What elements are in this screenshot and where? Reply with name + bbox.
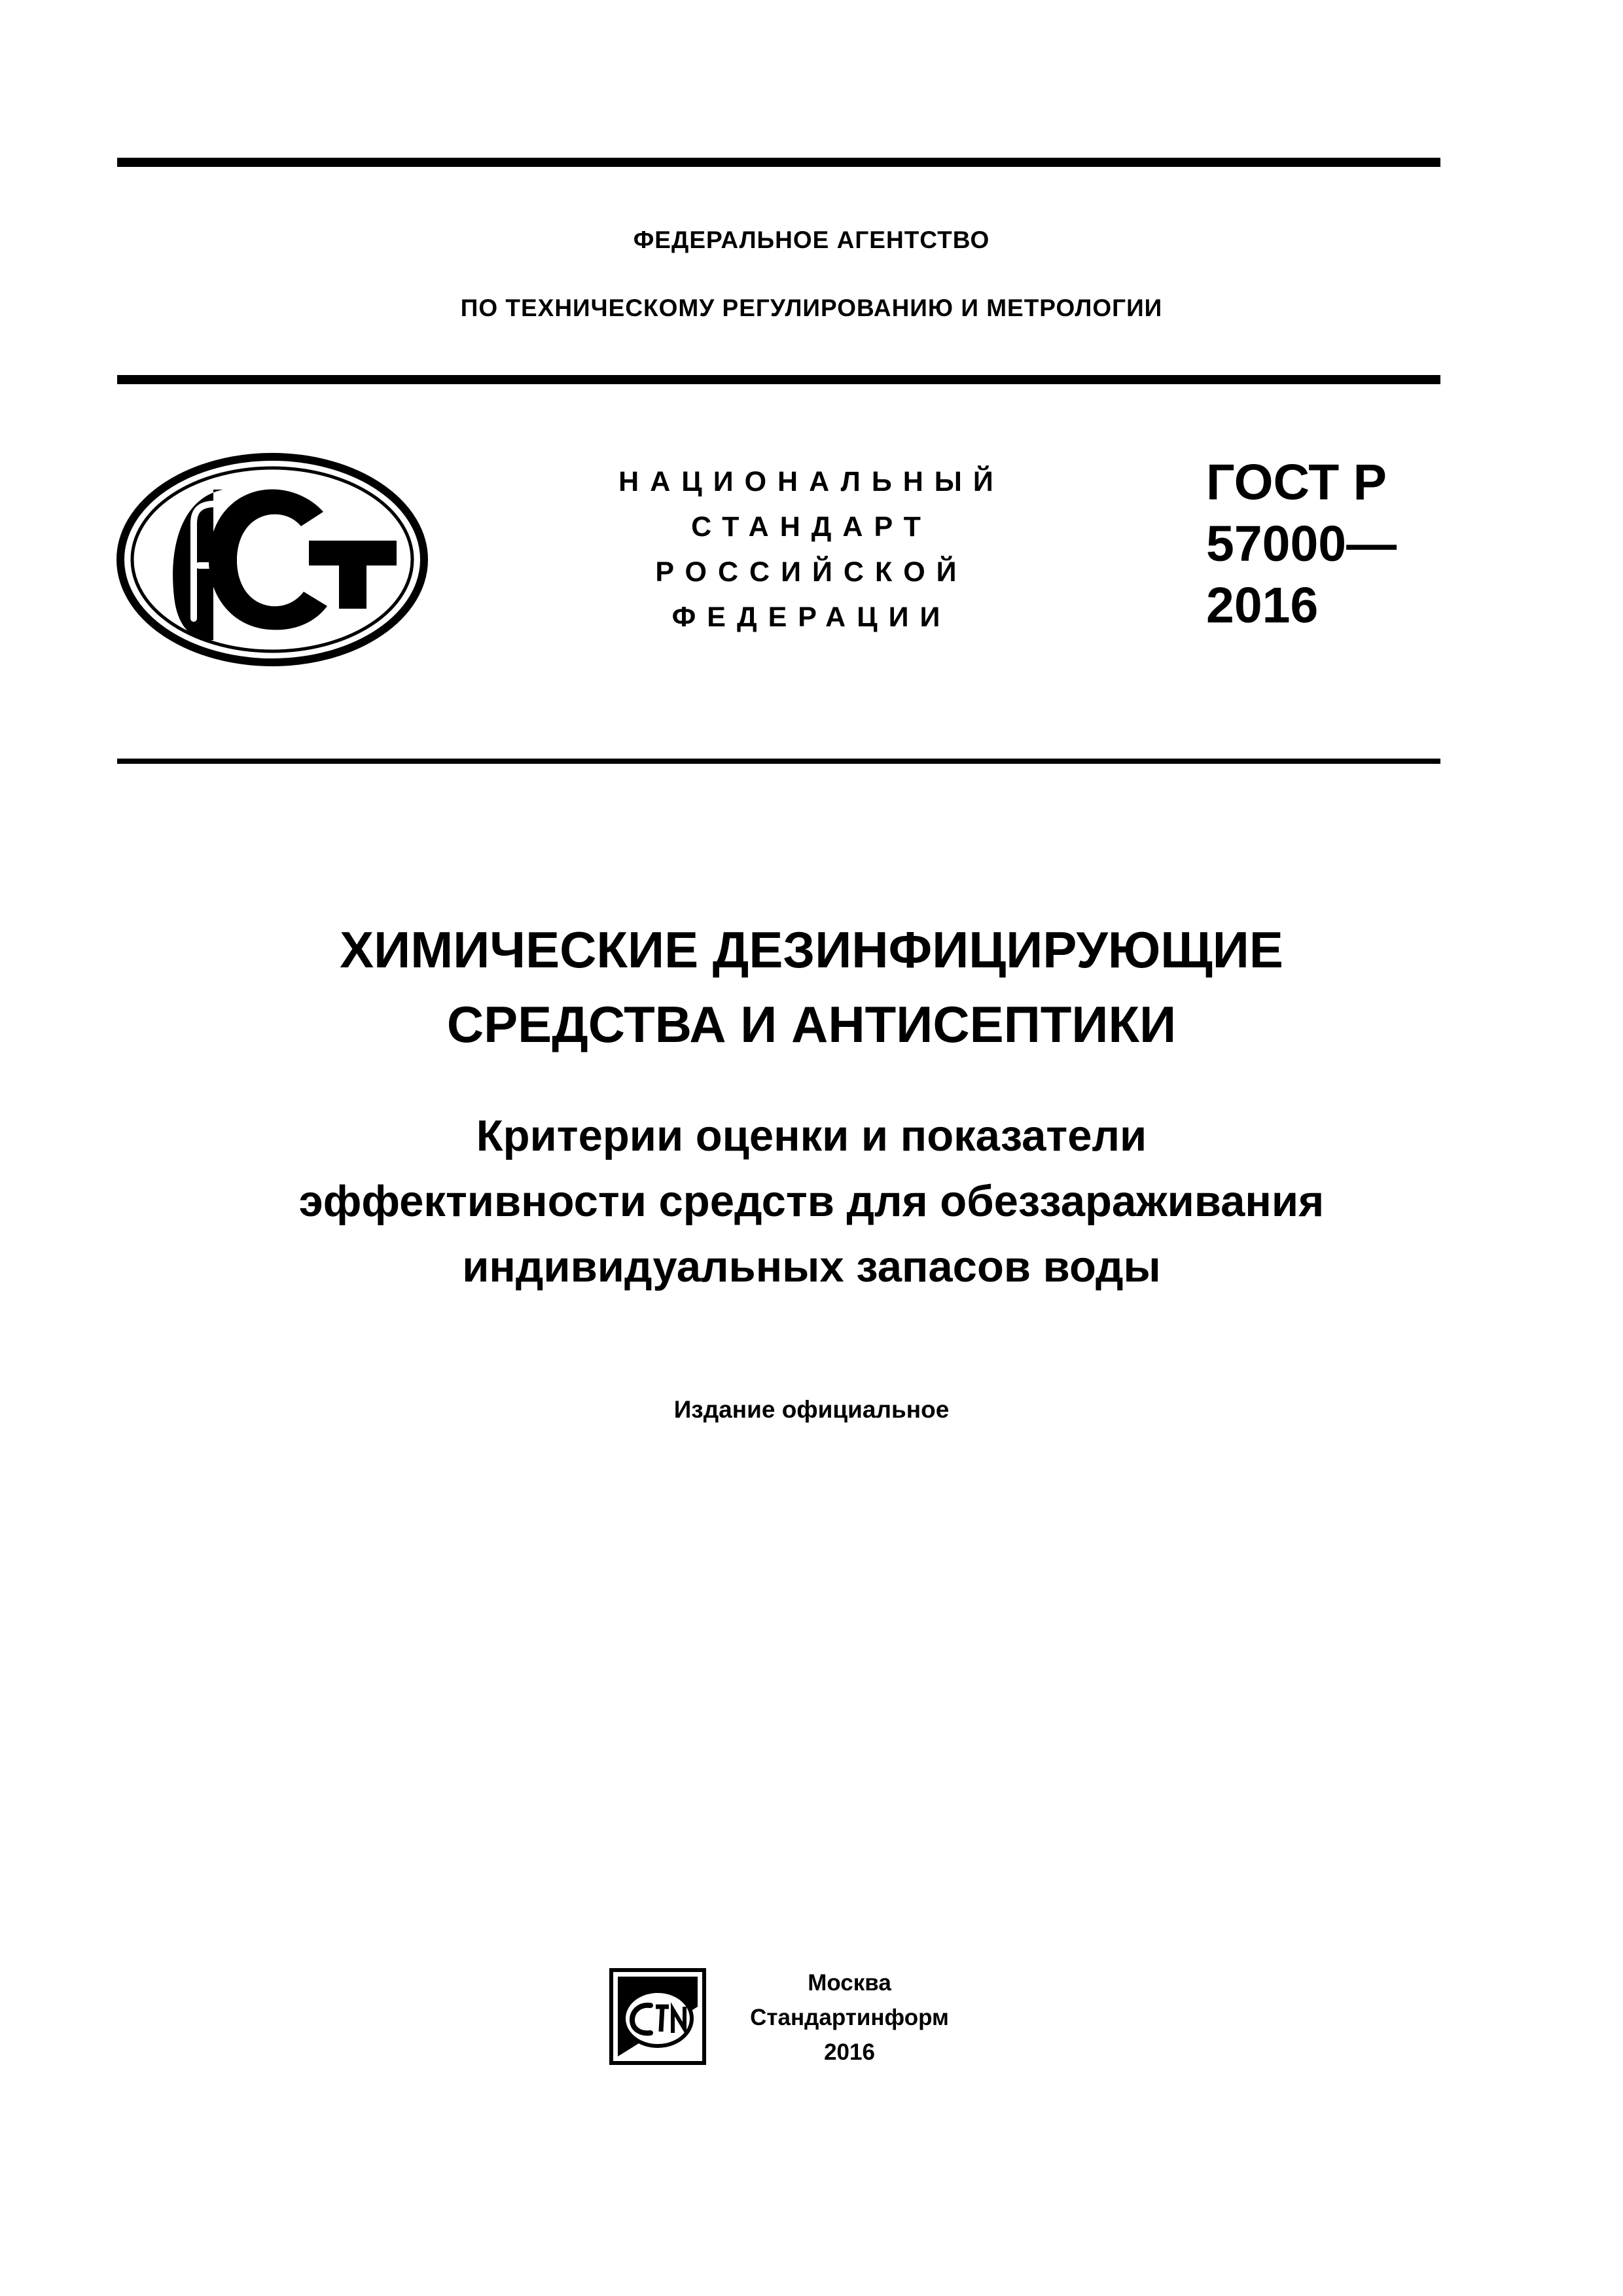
agency-name-line-2: ПО ТЕХНИЧЕСКОМУ РЕГУЛИРОВАНИЮ И МЕТРОЛОГИИ: [460, 295, 1163, 321]
middle-rule: [117, 375, 1440, 384]
standard-designation: [1206, 452, 1397, 636]
agency-name-line-1: ФЕДЕРАЛЬНОЕ АГЕНТСТВО: [633, 226, 990, 253]
imprint-publisher: Стандартинформ: [750, 2005, 949, 2030]
rst-mark-icon: [115, 452, 429, 668]
subtitle-line-2: эффективности средств для обеззараживания: [298, 1177, 1325, 1226]
lower-rule: [117, 759, 1440, 764]
edition-note: Издание официальное: [673, 1396, 950, 1423]
publisher-imprint: [725, 1965, 974, 2070]
national-standard-line-4: ФЕДЕРАЦИИ: [671, 601, 952, 633]
national-standard-line-1: НАЦИОНАЛЬНЫЙ: [618, 466, 1005, 497]
subtitle-line-3: индивидуальных запасов воды: [462, 1242, 1161, 1291]
imprint-city: Москва: [808, 1970, 891, 1996]
standartinform-logo-icon: [609, 1967, 707, 2066]
top-rule: [117, 158, 1440, 167]
imprint-year: 2016: [824, 2039, 875, 2065]
designation-line-1: ГОСТ Р: [1206, 454, 1387, 511]
national-standard-line-3: РОССИЙСКОЙ: [655, 556, 968, 588]
title-line-1: ХИМИЧЕСКИЕ ДЕЗИНФИЦИРУЮЩИЕ: [340, 921, 1283, 978]
document-subtitle: [0, 1103, 1623, 1300]
national-standard-line-2: СТАНДАРТ: [691, 511, 932, 543]
designation-line-2: 57000—: [1206, 516, 1397, 572]
document-title: [0, 912, 1623, 1062]
subtitle-line-1: Критерии оценки и показатели: [476, 1111, 1147, 1160]
designation-line-3: 2016: [1206, 577, 1319, 634]
national-standard-label: [576, 459, 1047, 640]
title-line-2: СРЕДСТВА И АНТИСЕПТИКИ: [446, 996, 1177, 1053]
